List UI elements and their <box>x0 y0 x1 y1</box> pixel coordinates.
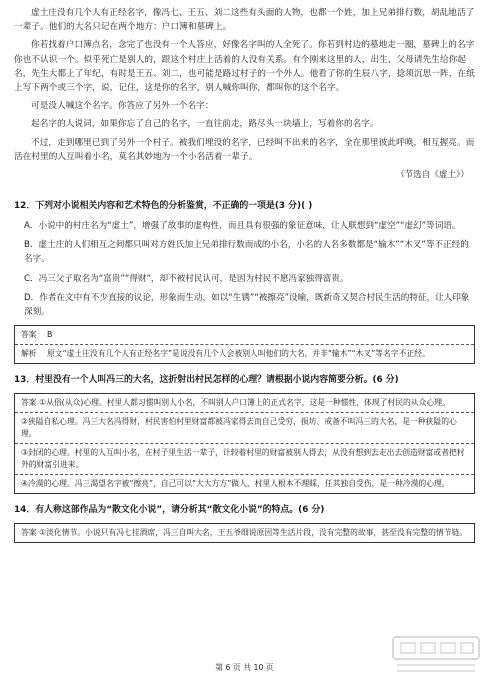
analysis-text: 原文“虚土庄没有几个人有正经名字”是说没有几个人会被别人叫他们的大名，并非“输木”“木叉”等名字不正经。 <box>47 349 430 359</box>
analysis-row <box>15 344 474 363</box>
watermark-logo-icon <box>391 633 481 677</box>
answer-label: 答案 <box>21 528 37 538</box>
question-14 <box>14 502 475 543</box>
answer-item: ③封闭的心理。村里的人互叫小名，在村子里生活一辈子，计较着村里的财富被别人得去，从没有想到去走出去创造财富或者把村外的财富引进来。 <box>15 443 474 474</box>
page-footer: 第 6 页 共 10 页 <box>215 663 274 672</box>
option-a: A．小说中的村庄名为“虚土”，增强了故事的虚构性，而且具有很强的象征意味，让人联想到“虚空”“虚幻”等词语。 <box>24 221 461 232</box>
answer-box-12 <box>14 325 475 364</box>
question-14-title: 14．有人称这部作品为“散文化小说”，请分析其“散文化小说”的特点。(6 分) <box>14 505 325 516</box>
analysis-label: 解析 <box>21 349 37 359</box>
answer-item: ④冷漠的心理。冯三渴望名字被“擦亮”，自己可以“大大方方”做人，村里人根本不理睬，任其独自受伤，是一种冷漠的心理。 <box>15 474 474 493</box>
passage-paragraph: 不过，走到哪里已到了另外一个村子。被我们埋没的名字，已经叫不出来的名字，全在那里彼此呼唤，相互握亮。而活在村里的人互叫着小名，莫名其妙地为一个小名活着一辈子。 <box>14 137 475 162</box>
option-c: C．冯三父子取名为“富贵”“得财”，却不被村民认可，是因为村民不愿冯家独得富贵。 <box>24 273 349 284</box>
answer-item <box>15 394 474 412</box>
answer-item <box>15 524 474 542</box>
passage-paragraph: 可是没人喊这个名字。你答应了另外一个名字： <box>31 101 214 112</box>
answer-value: B <box>47 330 53 340</box>
answer-item: ②狭隘自私心理。冯三大名冯得财，村民害怕村里财富都被冯家得去而自己受穷，损坊、戒备不叫冯三的大名，是一种狭隘的心理。 <box>15 412 474 443</box>
reading-passage <box>14 6 475 180</box>
answer-text: ①从俗(从众)心理。村里人都习惯叫别人小名，不叫别人户口簿上的正式名字，这是一种惯性，体现了村民的从众心理。 <box>39 398 450 408</box>
option-d: D．作者在文中有不少直接的议论，形象而生动，如以“生锈”“被擦亮”设喻，既新奇又契合村民生活的特征，让人印象深刻。 <box>24 292 470 318</box>
passage-paragraph: 起名字的人说词，如果你忘了自己的名字，一直往前走，路尽头一块墙上，写着你的名字。 <box>31 119 379 130</box>
question-12 <box>14 198 475 364</box>
answer-row <box>15 326 474 344</box>
passage-paragraph: 你若找着户口簿点名，念完了也没有一个人答应，好像名字叫的人全死了。你若到村边的墓地走一圈，墓碑上的名字你也不认识一个。似乎死亡是别人的，跟这个村庄上活着的人没有关系。有个刚来这里的人，出生，父母请先生给你起名，先生大都上了年纪，有时是王五、刘二，也可能是路过村子的一个外人。他看了你的生辰八字，捻须沉思一阵，在纸上写下两个或三个字，说，记住，这是你的名字，别人喊你叫你，都叫你的这个名字。 <box>14 40 475 94</box>
answer-box-14 <box>14 523 475 543</box>
answer-label: 答案 <box>21 398 37 408</box>
question-13 <box>14 372 475 494</box>
question-13-title: 13．村里没有一个人叫冯三的大名，这折射出村民怎样的心理？请根据小说内容简要分析。(6 分) <box>14 375 399 386</box>
answer-text: ①淡化情节。小说只有冯七挂酒席，冯三自叫大名，王五爷细说原因等生活片段，没有完整的故事，甚至没有完整的情节链。 <box>39 528 468 538</box>
passage-source: （节选自《虚土》） <box>395 170 469 181</box>
question-12-title: 12．下列对小说相关内容和艺术特色的分析鉴赏，不正确的一项是(3 分)( ) <box>14 201 313 212</box>
answer-label: 答案 <box>21 330 37 340</box>
option-b: B．虚土庄的人们相互之间都只叫对方姓氏加上兄弟排行数而成的小名，小名的人名多数都是“输木”“木叉”等不正经的名字。 <box>24 240 469 265</box>
passage-paragraph: 虚土庄没有几个人有正经名字，像冯七、王五、刘二这些有头面的人物，也都一个姓，加上兄弟排行数，胡乱地活了一辈子。他们的大名只记在两个地方：户口簿和墓碑上。 <box>14 8 475 33</box>
answer-box-13 <box>14 393 475 494</box>
